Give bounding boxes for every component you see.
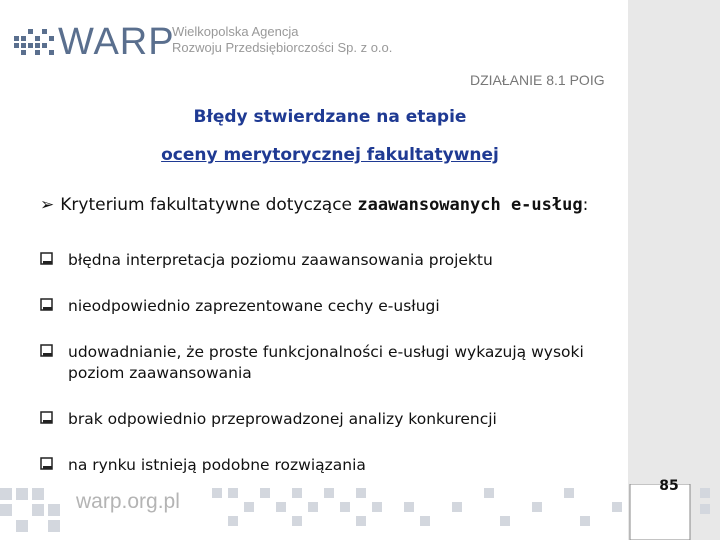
program-label: DZIAŁANIE 8.1 POIG <box>470 72 605 88</box>
logo-squares-icon <box>14 26 54 56</box>
page-number: 85 <box>659 478 679 494</box>
logo-line-2: Rozwoju Przedsiębiorczości Sp. z o.o. <box>172 40 393 55</box>
bullet-list <box>40 250 620 501</box>
logo-line-1: Wielkopolska Agencja <box>172 24 299 39</box>
checkbox-bullet-icon <box>40 252 53 265</box>
intro-point <box>40 194 620 216</box>
list-item <box>40 250 620 271</box>
list-item <box>40 455 620 476</box>
slide-title-line-1: Błędy stwierdzane na etapie <box>193 107 467 127</box>
bullet-text: błędna interpretacja poziomu zaawansowania projektu <box>68 251 493 269</box>
logo-subtitle <box>172 24 392 56</box>
list-item <box>40 342 620 384</box>
intro-prefix: Kryterium fakultatywne dotyczące <box>60 195 358 215</box>
side-panel <box>628 0 720 540</box>
bullet-text: brak odpowiednio przeprowadzonej analizy konkurencji <box>68 410 497 428</box>
logo-word: WARP <box>58 21 175 63</box>
checkbox-bullet-icon <box>40 344 53 357</box>
footer-url: warp.org.pl <box>76 490 180 513</box>
list-item <box>40 409 620 430</box>
slide-title-line-2: oceny merytorycznej fakultatywnej <box>161 145 499 165</box>
arrow-bullet-icon: ➢ <box>40 195 55 215</box>
bullet-text: na rynku istnieją podobne rozwiązania <box>68 456 366 474</box>
checkbox-bullet-icon <box>40 298 53 311</box>
bullet-text: nieodpowiednio zaprezentowane cechy e-usługi <box>68 297 440 315</box>
checkbox-bullet-icon <box>40 457 53 470</box>
list-item <box>40 296 620 317</box>
intro-suffix: : <box>582 195 589 215</box>
intro-bold: zaawansowanych e-usług <box>357 195 583 215</box>
checkbox-bullet-icon <box>40 411 53 424</box>
bullet-text: udowadnianie, że proste funkcjonalności e-usługi wykazują wysoki poziom zaawansowania <box>68 343 584 382</box>
